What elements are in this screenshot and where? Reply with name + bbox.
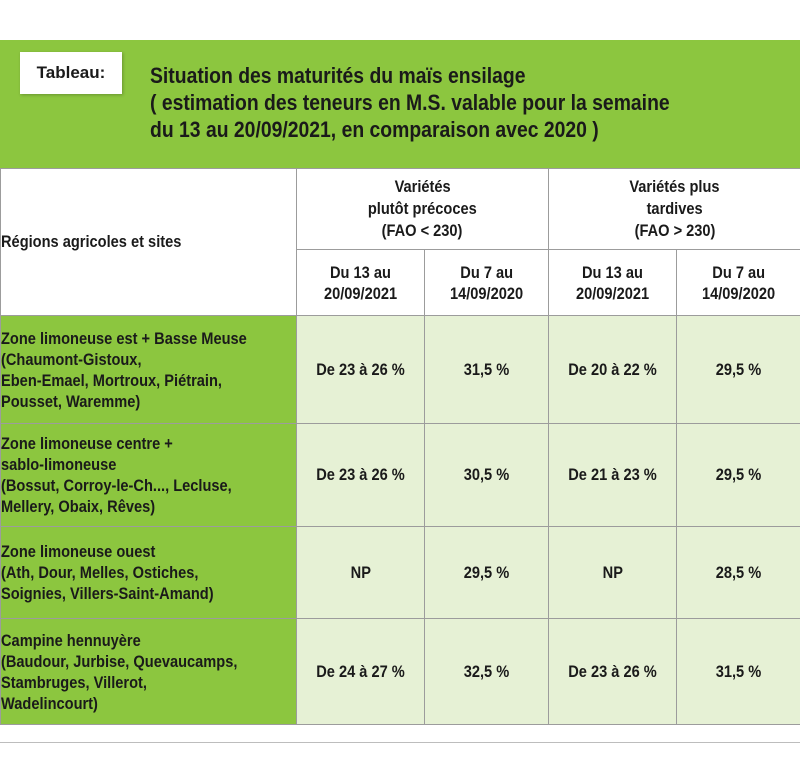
- maturity-table: [0, 168, 800, 725]
- value-cell: De 23 à 26 %: [297, 424, 425, 527]
- table-row: [1, 424, 800, 527]
- value-cell: 31,5 %: [425, 316, 549, 424]
- value-cell: 28,5 %: [677, 527, 800, 619]
- region-cell: Campine hennuyère (Baudour, Jurbise, Quevaucamps, Stambruges, Villerot, Wadelincourt): [1, 619, 297, 725]
- period-header: Du 7 au 14/09/2020: [425, 250, 549, 316]
- table-tag: Tableau:: [20, 52, 122, 94]
- table-row: [1, 316, 800, 424]
- period-header: Du 7 au 14/09/2020: [677, 250, 800, 316]
- value-cell: De 23 à 26 %: [549, 619, 677, 725]
- group-header-late: Variétés plus tardives (FAO > 230): [549, 169, 800, 250]
- value-cell: 29,5 %: [425, 527, 549, 619]
- title-line-1: Situation des maturités du maïs ensilage: [150, 63, 526, 88]
- value-cell: De 24 à 27 %: [297, 619, 425, 725]
- period-header: Du 13 au 20/09/2021: [549, 250, 677, 316]
- value-cell: De 20 à 22 %: [549, 316, 677, 424]
- period-header: Du 13 au 20/09/2021: [297, 250, 425, 316]
- value-cell: 29,5 %: [677, 424, 800, 527]
- page-title: [150, 62, 713, 143]
- title-line-3: du 13 au 20/09/2021, en comparaison avec 2020 ): [150, 117, 599, 142]
- group-header-early: Variétés plutôt précoces (FAO < 230): [297, 169, 549, 250]
- value-cell: De 23 à 26 %: [297, 316, 425, 424]
- value-cell: 31,5 %: [677, 619, 800, 725]
- value-cell: NP: [549, 527, 677, 619]
- value-cell: NP: [297, 527, 425, 619]
- regions-header: Régions agricoles et sites: [1, 169, 297, 316]
- value-cell: De 21 à 23 %: [549, 424, 677, 527]
- value-cell: 30,5 %: [425, 424, 549, 527]
- value-cell: 29,5 %: [677, 316, 800, 424]
- value-cell: 32,5 %: [425, 619, 549, 725]
- table-row: [1, 619, 800, 725]
- bottom-divider: [0, 742, 800, 743]
- region-cell: Zone limoneuse est + Basse Meuse (Chaumont-Gistoux, Eben-Emael, Mortroux, Piétrain, Pousset, Waremme): [1, 316, 297, 424]
- table-row: [1, 527, 800, 619]
- region-cell: Zone limoneuse ouest (Ath, Dour, Melles, Ostiches, Soignies, Villers-Saint-Amand): [1, 527, 297, 619]
- region-cell: Zone limoneuse centre + sablo-limoneuse (Bossut, Corroy-le-Ch..., Lecluse, Mellery, Obaix, Rêves): [1, 424, 297, 527]
- title-line-2: ( estimation des teneurs en M.S. valable pour la semaine: [150, 90, 670, 115]
